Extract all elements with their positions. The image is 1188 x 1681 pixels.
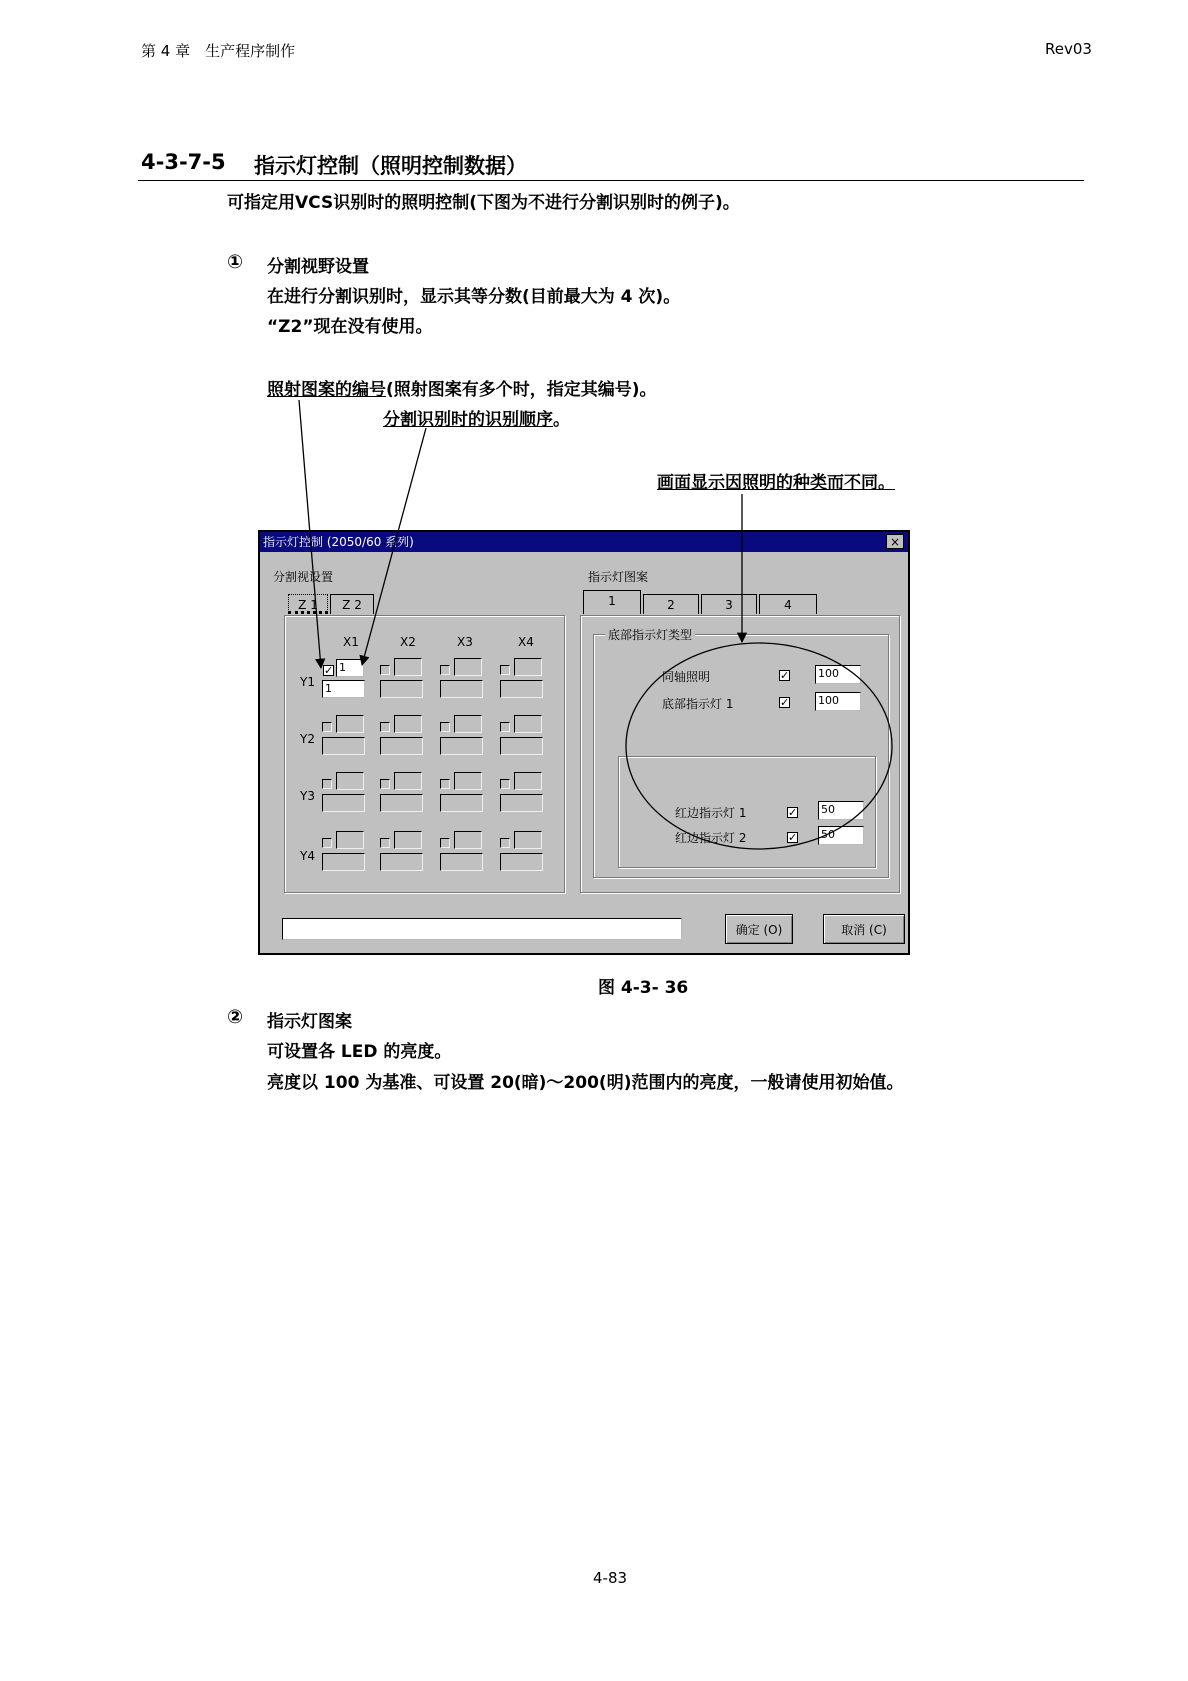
coaxial-light-label: 同轴照明 xyxy=(662,670,711,684)
pattern-group-label: 指示灯图案 xyxy=(588,570,649,584)
item2-line1: 可设置各 LED 的亮度。 xyxy=(267,1042,452,1062)
item2-line2: 亮度以 100 为基准、可设置 20(暗)～200(明)范围内的亮度，一般请使用初始值。 xyxy=(267,1073,904,1093)
arrow-pattern-number xyxy=(299,400,321,668)
section-number: 4-3-7-5 xyxy=(141,150,226,174)
red-edge-light-2-value-field[interactable]: 50 xyxy=(818,826,864,845)
cell-y1x1-checkbox[interactable]: ✓ xyxy=(324,664,334,677)
callout-screen: 画面显示因照明的种类而不同。 xyxy=(657,473,895,493)
intro-text: 可指定用VCS识别时的照明控制(下图为不进行分割识别时的例子)。 xyxy=(227,193,740,213)
chapter-header: 第 4 章 生产程序制作 xyxy=(141,42,296,60)
bottom-light-1-label: 底部指示灯 1 xyxy=(662,697,734,711)
close-icon[interactable]: × xyxy=(886,534,904,549)
arrow-recognition-order xyxy=(362,428,426,665)
tab-z2[interactable]: Z 2 xyxy=(330,594,374,614)
bottom-light-1-value-field[interactable]: 100 xyxy=(815,692,861,711)
revision-label: Rev03 xyxy=(1045,40,1092,58)
page-number: 4-83 xyxy=(593,1569,628,1587)
red-edge-light-1-value-field[interactable]: 50 xyxy=(818,801,864,820)
dialog-title: 指示灯控制 (2050/60 系列) xyxy=(263,535,414,549)
row-label-y3: Y3 xyxy=(300,789,315,803)
callout-order-underlined: 分割识别时的识别顺序 xyxy=(383,410,553,430)
cancel-button[interactable]: 取消 (C) xyxy=(823,914,905,944)
item1-title: 分割视野设置 xyxy=(267,257,369,277)
tab-z1[interactable]: Z 1 xyxy=(288,594,328,614)
col-label-x2: X2 xyxy=(400,635,416,649)
row-label-y4: Y4 xyxy=(300,849,315,863)
bottom-light-group-label: 底部指示灯类型 xyxy=(605,626,695,643)
figure-caption: 图 4-3- 36 xyxy=(598,978,689,998)
cell-y1x1-order-field[interactable]: 1 xyxy=(336,659,364,677)
coaxial-light-checkbox[interactable]: ✓ xyxy=(780,669,790,682)
highlight-ellipse xyxy=(626,643,892,849)
tab-pattern-2[interactable]: 2 xyxy=(643,594,699,614)
red-edge-light-2-label: 红边指示灯 2 xyxy=(675,831,747,845)
row-label-y2: Y2 xyxy=(300,732,315,746)
tab-pattern-4[interactable]: 4 xyxy=(759,594,817,614)
split-group-label: 分割视设置 xyxy=(273,570,334,584)
col-label-x4: X4 xyxy=(518,635,534,649)
cell-y1x1-pattern-field[interactable]: 1 xyxy=(322,680,365,698)
item1-line2: “Z2”现在没有使用。 xyxy=(267,317,433,337)
bottom-light-1-checkbox[interactable]: ✓ xyxy=(780,696,790,709)
section-title: 指示灯控制（照明控制数据） xyxy=(254,154,527,178)
item1-marker: ① xyxy=(227,251,244,273)
coaxial-light-value-field[interactable]: 100 xyxy=(815,665,861,684)
callout-pattern-number-rest: (照射图案有多个时，指定其编号)。 xyxy=(386,380,657,400)
ok-button[interactable]: 确定 (O) xyxy=(725,914,793,944)
callout-pattern-number-underlined: 照射图案的编号 xyxy=(267,380,386,400)
red-edge-light-2-checkbox[interactable]: ✓ xyxy=(788,831,798,844)
callout-order-end: 。 xyxy=(553,410,570,430)
col-label-x3: X3 xyxy=(457,635,473,649)
tab-pattern-3[interactable]: 3 xyxy=(701,594,757,614)
red-edge-light-1-checkbox[interactable]: ✓ xyxy=(788,806,798,819)
col-label-x1: X1 xyxy=(343,635,359,649)
item1-line1: 在进行分割识别时，显示其等分数(目前最大为 4 次)。 xyxy=(267,287,681,307)
red-edge-light-1-label: 红边指示灯 1 xyxy=(675,806,747,820)
item2-marker: ② xyxy=(227,1006,244,1028)
row-label-y1: Y1 xyxy=(300,675,315,689)
item2-title: 指示灯图案 xyxy=(267,1012,352,1032)
tab-pattern-1[interactable]: 1 xyxy=(583,590,641,614)
